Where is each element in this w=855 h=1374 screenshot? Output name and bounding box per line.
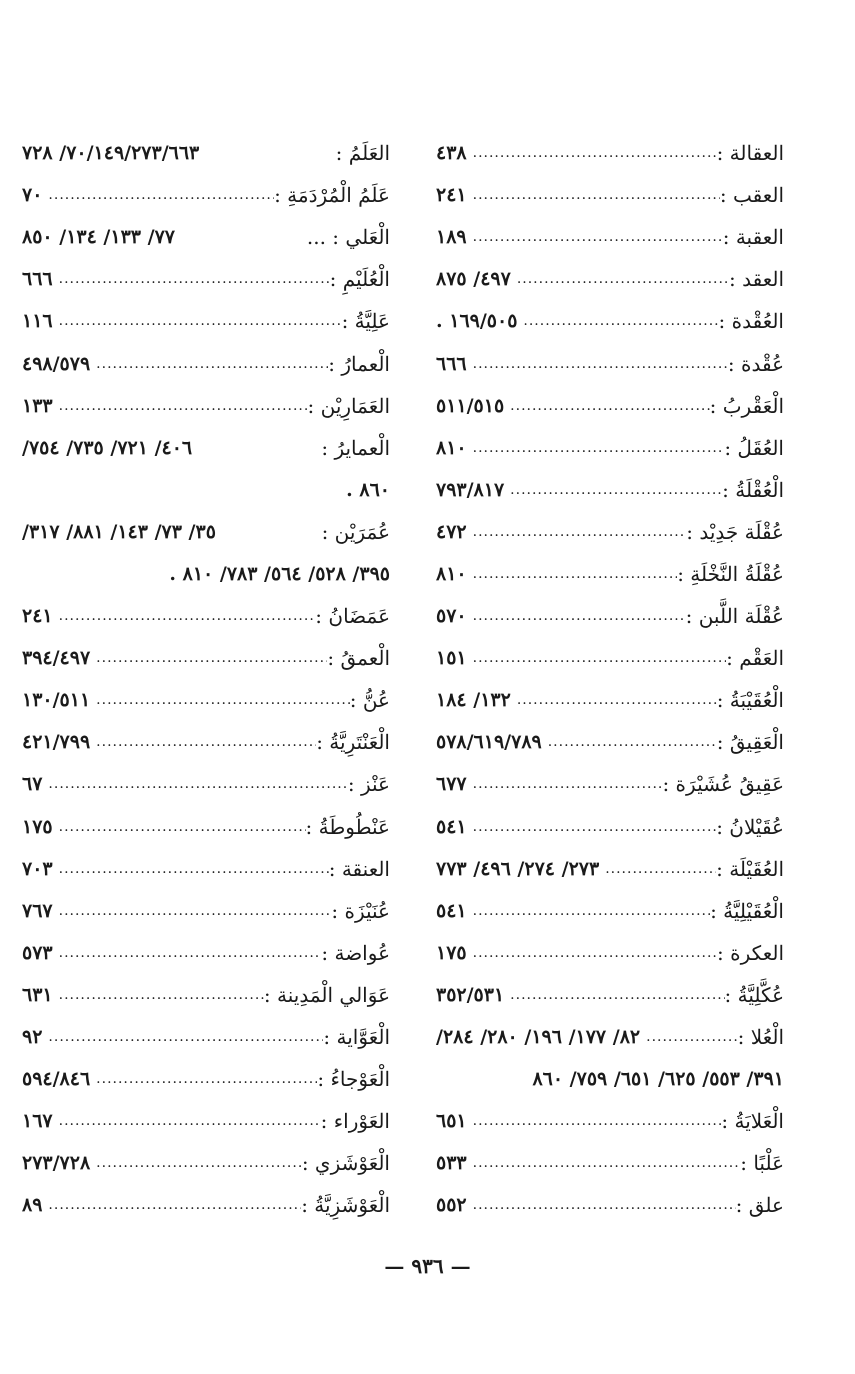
- index-entry: [22, 890, 390, 932]
- place-name: العَلَمُ :: [335, 141, 390, 166]
- dot-leader: [53, 608, 316, 624]
- dot-leader: [640, 1029, 738, 1045]
- index-entry: [22, 132, 390, 174]
- page-references: ٣٥/ ٧٣/ ١٤٣/ ٨٨١/ ٣١٧/: [22, 520, 216, 543]
- index-entry: [436, 637, 784, 679]
- dot-leader: [467, 819, 717, 835]
- page-references: ٦٧: [22, 773, 43, 796]
- page-references: ١١٦: [22, 310, 53, 333]
- dot-leader: [542, 734, 717, 750]
- place-name: الْعَلايَةُ :: [721, 1109, 784, 1134]
- index-entry: [22, 511, 390, 553]
- page-references: ٤٩٨/٥٧٩: [22, 352, 91, 375]
- place-name: العقالة :: [716, 141, 784, 166]
- index-entry: [22, 806, 390, 848]
- place-name: العقد :: [728, 267, 784, 292]
- place-name: عُنُّ :: [349, 688, 390, 713]
- page-references: ٣٩١/ ٥٥٣/ ٦٢٥/ ٦٥١/ ٧٥٩/ ٨٦٠: [532, 1068, 784, 1091]
- page-references: ٥٩٤/٨٤٦: [22, 1068, 91, 1091]
- dot-leader: [467, 903, 710, 919]
- place-name: الْعُقْلَةُ :: [722, 477, 784, 502]
- page-number: — ٩٣٦ —: [384, 1254, 471, 1278]
- place-name: عُمَرَيْن :: [321, 519, 390, 544]
- page-references: ٥٥٢: [436, 1194, 467, 1217]
- index-entry: [22, 342, 390, 384]
- place-name: عُقْلَة اللَّبن :: [685, 604, 784, 629]
- page-references: ٦٥١: [436, 1110, 467, 1133]
- place-name: العُقَيْلَة :: [716, 856, 784, 881]
- page-references: ٧٩٣/٨١٧: [436, 478, 505, 501]
- dot-leader: [467, 1197, 736, 1213]
- index-entry: [436, 1142, 784, 1184]
- index-entry: [436, 890, 784, 932]
- dot-leader: [467, 145, 717, 161]
- index-entry: [22, 637, 390, 679]
- index-entry: [436, 258, 784, 300]
- index-entry: [22, 258, 390, 300]
- index-entry: [22, 848, 390, 890]
- place-name: الْعَنْتَرِيَّةُ :: [316, 730, 390, 755]
- page-references: ٧٠/١٤٩/٢٧٣/٦٦٣/ ٧٢٨: [22, 142, 200, 165]
- index-entry: [22, 1142, 390, 1184]
- dot-leader: [90, 692, 350, 708]
- page-references: ١٦٩/٥٠٥ .: [436, 310, 518, 333]
- page-references: ٧٦٧: [22, 899, 53, 922]
- index-entry: [436, 974, 784, 1016]
- index-entry: [436, 132, 784, 174]
- page-references: ٥٧٠: [436, 605, 467, 628]
- dot-leader: [599, 861, 716, 877]
- dot-leader: [90, 734, 316, 750]
- place-name: عُقْدة :: [727, 351, 784, 376]
- place-name: الْعمايرُ :: [321, 435, 390, 460]
- place-name: الْعَوْجاءُ :: [317, 1067, 390, 1092]
- index-entry: [22, 763, 390, 805]
- page-references: ١٧٥: [22, 815, 53, 838]
- left-index-column: [22, 132, 390, 1226]
- page-references: ٥٤١: [436, 815, 467, 838]
- index-entry: [436, 553, 784, 595]
- dot-leader: [504, 482, 722, 498]
- page-references: ٢٤١: [22, 605, 53, 628]
- index-entry: [436, 806, 784, 848]
- page-references: ١٥١: [436, 647, 467, 670]
- index-entry: [22, 427, 390, 469]
- index-entry: [436, 932, 784, 974]
- index-entry: [22, 932, 390, 974]
- dot-leader: [90, 650, 327, 666]
- place-name: الْعُقَيْلِيَّةُ :: [710, 898, 784, 923]
- place-name: عَلْبًا :: [740, 1151, 784, 1176]
- place-name: الْعَقْربُ :: [709, 393, 784, 418]
- page-references: ٨٩: [22, 1194, 43, 1217]
- index-entry: [436, 469, 784, 511]
- dot-leader: [42, 1029, 323, 1045]
- page-references: ٢٤١: [436, 184, 467, 207]
- page-references: ٥٣٣: [436, 1152, 467, 1175]
- page-references: ١٧٥: [436, 941, 467, 964]
- index-entry: [436, 511, 784, 553]
- page-references: ٢٧٣/٧٢٨: [22, 1152, 91, 1175]
- index-entry: [22, 721, 390, 763]
- page-references: ٥١١/٥١٥: [436, 394, 505, 417]
- place-name: عَنْز :: [347, 772, 390, 797]
- place-name: عُقْلَةُ النَّخْلَةِ :: [677, 561, 784, 586]
- page-references: ٦٧٧: [436, 773, 467, 796]
- place-name: الْعُلَيْمِ :: [329, 267, 390, 292]
- page-references: ٨٦٠ .: [346, 478, 390, 501]
- index-entry: [22, 1058, 390, 1100]
- index-entry: [436, 216, 784, 258]
- index-entry: [22, 1100, 390, 1142]
- page-references: ٩٢: [22, 1026, 43, 1049]
- dot-leader: [504, 398, 709, 414]
- dot-leader: [467, 356, 728, 372]
- page-references: ٣٩٥/ ٥٢٨/ ٥٦٤/ ٧٨٣/ ٨١٠ .: [169, 562, 390, 585]
- place-name: عَلَمُ الْمُرْدَمَةِ :: [274, 183, 390, 208]
- dot-leader: [53, 987, 264, 1003]
- dot-leader: [42, 187, 274, 203]
- page-references: ١٣٠/٥١١: [22, 689, 91, 712]
- index-entry: [436, 1100, 784, 1142]
- dot-leader: [53, 271, 330, 287]
- place-name: العَوْراء :: [320, 1109, 390, 1134]
- place-name: الْعَلي : ...: [306, 225, 390, 250]
- index-entry: [22, 679, 390, 721]
- index-entry: [22, 1016, 390, 1058]
- place-name: عَلِيَّةُ :: [341, 309, 390, 334]
- index-entry: [22, 1184, 390, 1226]
- place-name: الْعمارُ :: [328, 351, 390, 376]
- dot-leader: [467, 229, 723, 245]
- index-entry: [436, 174, 784, 216]
- dot-leader: [53, 1113, 321, 1129]
- dot-leader: [42, 776, 347, 792]
- page-references: ٧٠: [22, 184, 43, 207]
- page-references: ٢٧٣/ ٢٧٤/ ٤٩٦/ ٧٧٣: [436, 857, 600, 880]
- page-references: ١٨٩: [436, 226, 467, 249]
- place-name: الْعَوَّاية :: [323, 1025, 390, 1050]
- page-references: ٦٦٦: [436, 352, 467, 375]
- place-name: العَمَارِيْن :: [307, 393, 390, 418]
- page-references: ٨٢/ ١٧٧/ ١٩٦/ ٢٨٠/ ٢٨٤/: [436, 1026, 641, 1049]
- index-entry: [22, 595, 390, 637]
- page-references: ٣٩٤/٤٩٧: [22, 647, 91, 670]
- dot-leader: [511, 271, 729, 287]
- index-entry: [22, 385, 390, 427]
- index-entry: [436, 385, 784, 427]
- dot-leader: [53, 819, 306, 835]
- place-name: عَنْطُوطَةُ :: [305, 814, 390, 839]
- dot-leader: [467, 566, 678, 582]
- place-name: عَقِيقُ عُشَيْرَة :: [662, 772, 784, 797]
- place-name: الْعَقِيقُ :: [716, 730, 784, 755]
- place-name: عُواضة :: [321, 940, 390, 965]
- index-entry: [22, 300, 390, 342]
- index-entry: [436, 342, 784, 384]
- dot-leader: [467, 650, 727, 666]
- index-entry: [436, 427, 784, 469]
- place-name: العكرة :: [717, 940, 784, 965]
- dot-leader: [53, 945, 322, 961]
- dot-leader: [467, 608, 686, 624]
- index-continuation-line: [22, 553, 390, 595]
- index-entry: [22, 216, 390, 258]
- dot-leader: [511, 692, 717, 708]
- page-references: ٤٣٨: [436, 142, 467, 165]
- index-entry: [436, 848, 784, 890]
- dot-leader: [53, 861, 329, 877]
- page-references: ٤٩٧/ ٨٧٥: [436, 268, 511, 291]
- dot-leader: [467, 776, 663, 792]
- dot-leader: [90, 1071, 317, 1087]
- dot-leader: [467, 524, 687, 540]
- place-name: عُكَّلِيَّةُ :: [724, 982, 784, 1007]
- index-entry: [436, 1016, 784, 1058]
- place-name: عُقْلَة جَدِيْد :: [686, 519, 784, 544]
- place-name: عَوَالي الْمَدِينة :: [263, 982, 390, 1007]
- place-name: الْعَوْشَزِيَّةُ :: [301, 1193, 390, 1218]
- place-name: العنقة :: [328, 856, 390, 881]
- dot-leader: [467, 1155, 741, 1171]
- page-references: ٥٧٨/٦١٩/٧٨٩: [436, 731, 542, 754]
- place-name: العقب :: [719, 183, 784, 208]
- page-references: ٣٥٢/٥٣١: [436, 983, 505, 1006]
- page-references: ٤٢١/٧٩٩: [22, 731, 91, 754]
- place-name: عُقَيْلانُ :: [716, 814, 784, 839]
- place-name: عُنَيْزَة :: [331, 898, 390, 923]
- dot-leader: [467, 440, 725, 456]
- dot-leader: [517, 313, 718, 329]
- place-name: الْعُقَيْبَةُ :: [716, 688, 784, 713]
- page-references: ٧٧/ ١٣٣/ ١٣٤/ ٨٥٠: [22, 226, 175, 249]
- dot-leader: [90, 1155, 302, 1171]
- place-name: علق :: [735, 1193, 784, 1218]
- place-name: العُقَلُ :: [724, 435, 784, 460]
- right-index-column: [436, 132, 784, 1226]
- page-references: ١٣٣: [22, 394, 53, 417]
- index-entry: [22, 974, 390, 1016]
- dot-leader: [53, 903, 332, 919]
- page-references: ٤٠٦/ ٧٢١/ ٧٣٥/ ٧٥٤/: [22, 436, 193, 459]
- dot-leader: [90, 356, 328, 372]
- place-name: العَقْم :: [726, 646, 784, 671]
- page-references: ٨١٠: [436, 562, 467, 585]
- dot-leader: [53, 398, 308, 414]
- dot-leader: [53, 313, 342, 329]
- page-references: ٥٤١: [436, 899, 467, 922]
- dot-leader: [42, 1197, 301, 1213]
- page-references: ٧٠٣: [22, 857, 53, 880]
- dot-leader: [467, 1113, 722, 1129]
- index-continuation-line: [436, 1058, 784, 1100]
- page-references: ١٣٢/ ١٨٤: [436, 689, 511, 712]
- page-references: ٦٣١: [22, 983, 53, 1006]
- dot-leader: [467, 187, 720, 203]
- index-entry: [436, 679, 784, 721]
- place-name: الْعُلا :: [737, 1025, 784, 1050]
- page-references: ٥٧٣: [22, 941, 53, 964]
- dot-leader: [467, 945, 717, 961]
- page-references: ١٦٧: [22, 1110, 53, 1133]
- index-entry: [22, 174, 390, 216]
- index-continuation-line: [22, 469, 390, 511]
- index-entry: [436, 721, 784, 763]
- index-entry: [436, 595, 784, 637]
- index-entry: [436, 763, 784, 805]
- place-name: الْعَوْشَزي :: [301, 1151, 390, 1176]
- place-name: العقبة :: [722, 225, 784, 250]
- index-entry: [436, 1184, 784, 1226]
- place-name: العُقْدة :: [718, 309, 784, 334]
- page-references: ٦٦٦: [22, 268, 53, 291]
- index-entry: [436, 300, 784, 342]
- dot-leader: [504, 987, 724, 1003]
- place-name: عَمَضَانُ :: [315, 604, 390, 629]
- page-references: ٤٧٢: [436, 520, 467, 543]
- place-name: الْعمقُ :: [327, 646, 390, 671]
- page-references: ٨١٠: [436, 436, 467, 459]
